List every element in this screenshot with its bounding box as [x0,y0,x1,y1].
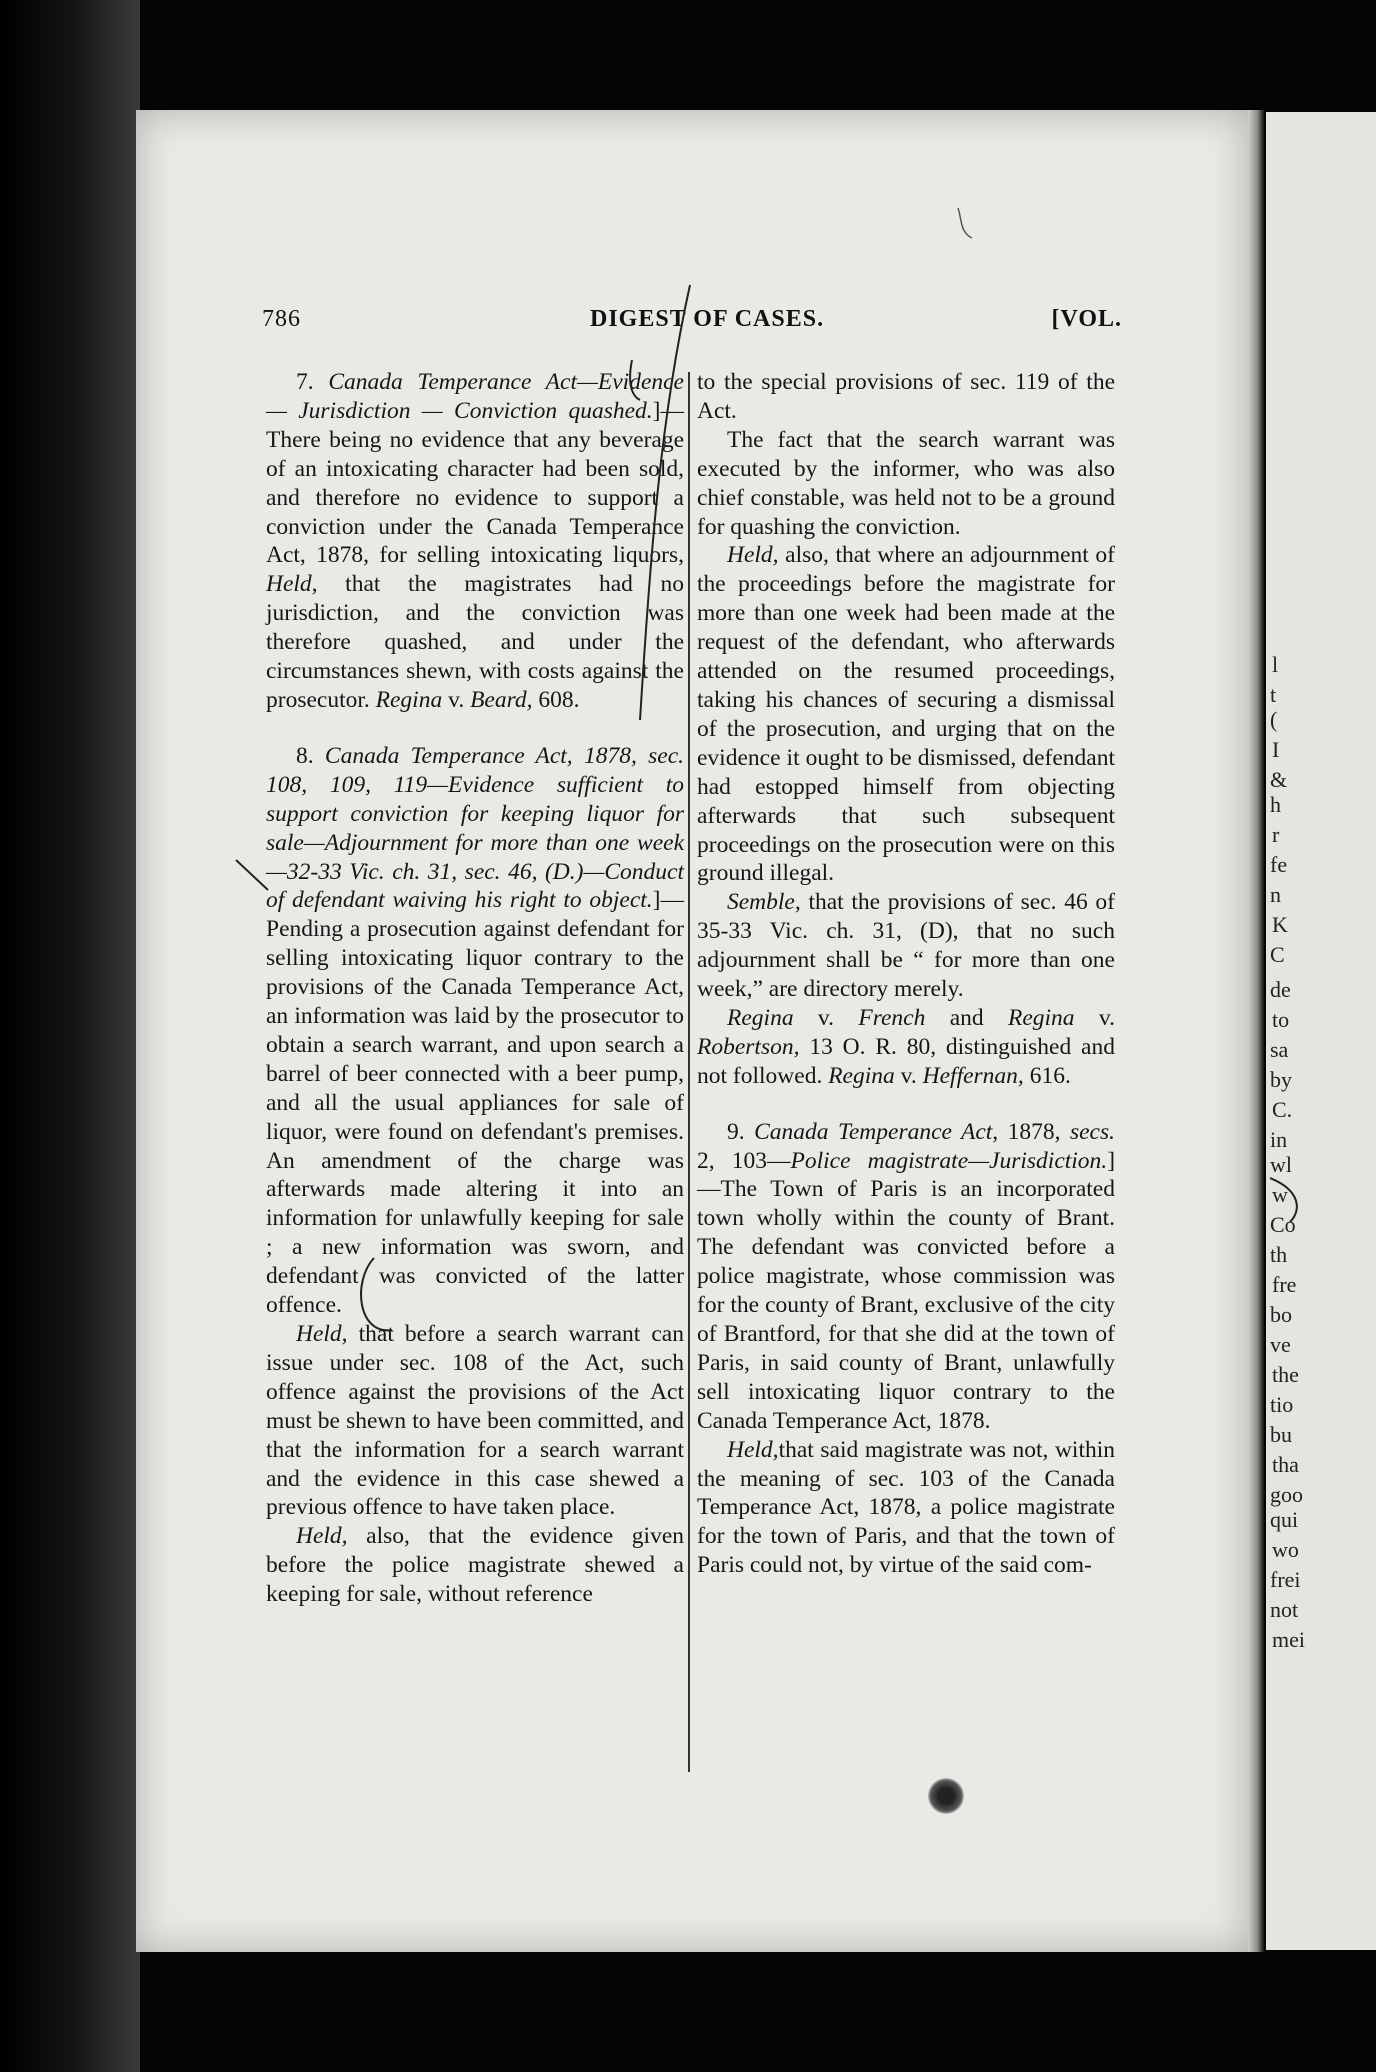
semble-paragraph: Semble, that the provisions of sec. 46 of 35-33 Vic. ch. 31, (D), that no such adjournment shall be “ for more than one week,” are directory merely. [697,889,1115,1003]
adjacent-page-fragment: not [1270,1597,1299,1622]
volume-label: [VOL. [1051,306,1122,332]
right-column [697,368,1115,1580]
adjacent-page-fragment: w [1272,1182,1288,1207]
adjacent-page-fragment: wl [1270,1152,1292,1177]
adjacent-page-fragment: sa [1270,1037,1289,1062]
adjacent-page-fragment: fre [1272,1272,1297,1297]
adjacent-page-fragment: th [1270,1242,1288,1267]
adjacent-page-fragment: r [1272,822,1280,847]
adjacent-page-fragment: wo [1272,1537,1299,1562]
adjacent-page-fragment: bo [1270,1302,1292,1327]
adjacent-page-fragment: & [1270,767,1288,792]
adjacent-page-fragment: l [1272,652,1279,677]
case-8-held-paragraph: Held, that before a search warrant can issue under sec. 108 of the Act, such offence against the provisions of the Act must be shewn to have been committed, and that the information for a search warrant and the evidence in this case shewed a previous offence to have taken place. [266,1321,684,1521]
case-8-continuation: to the special provisions of sec. 119 of the Act. [697,369,1115,424]
case-9-paragraph: 9. Canada Temperance Act, 1878, secs. 2, 103—Police magistrate—Jurisdiction.]—The Town of Paris is an incorporated town wholly within the county of Brant. The defendant was convicted before a police magistrate, whose commission was for the county of Brant, exclusive of the city of Brantford, for that she did at the town of Paris, in said county of Brant, unlawfully sell intoxicating liquor contrary to the Canada Temperance Act, 1878. [697,1118,1116,1434]
adjacent-page-fragment: to [1272,1007,1290,1032]
adjacent-page-fragment: qui [1270,1507,1299,1532]
adjacent-page-fragment: bu [1270,1422,1292,1447]
adjacent-page-fragment: K [1272,912,1288,937]
adjacent-page-fragment: the [1272,1362,1299,1387]
adjacent-page-fragment: ve [1270,1332,1291,1357]
adjacent-page-fragment: fe [1270,852,1288,877]
adjacent-page-fragment: h [1270,792,1281,817]
adjacent-page-fragment: t [1270,682,1277,707]
case-7-paragraph: 7. Canada Temperance Act—Evidence — Jurisdiction — Conviction quashed.]—There being no evidence that any beverage of an intoxicating character had been sold, and therefore no evidence to support a conviction under the Canada Temperance Act, 1878, for selling intoxicating liquors, Held, that the magistrates had no jurisdiction, and the conviction was therefore quashed, and under the circumstances shewn, with costs against the prosecutor. Regina v. Beard, 608. [266,369,684,713]
search-warrant-paragraph: The fact that the search warrant was executed by the informer, who was also chief constable, was held not to be a ground for quashing the conviction. [697,426,1115,540]
adjacent-page-fragment: C. [1272,1097,1293,1122]
adjacent-page-fragment: C [1270,942,1285,967]
adjournment-held-paragraph: Held, also, that where an adjournment of the proceedings before the magistrate for more than one week had been made at the request of the defendant, who afterwards attended on the resumed proceedings, taking his chances of securing a dismissal of the prosecution, and urging that on the evidence it ought to be dismissed, defendant had estopped himself from objecting afterwards that such subsequent proceedings on the prosecution were on this ground illegal. [697,542,1115,887]
adjacent-page-fragment: by [1270,1067,1292,1092]
case-8-held-also-paragraph: Held, also, that the evidence given before the police magistrate shewed a keeping for sale, without reference [266,1523,684,1608]
adjacent-page-fragment: goo [1270,1482,1303,1507]
adjacent-page-fragment: tha [1272,1452,1299,1477]
page-fold-edge [1248,110,1264,1952]
case-8-paragraph: 8. Canada Temperance Act, 1878, sec. 108, 109, 119—Evidence sufficient to support conviction for keeping liquor for sale—Adjournment for more than one week—32-33 Vic. ch. 31, sec. 46, (D.)—Conduct of defendant waiving his right to object.]—Pending a prosecution against defendant for selling intoxicating liquor contrary to the provisions of the Canada Temperance Act, an information was laid by the prosecutor to obtain a search warrant, and upon search a barrel of beer connected with a beer pump, and all the usual appliances for sale of liquor, were found on defendant's premises. An amendment of the charge was afterwards made altering it into an information for unlawfully keeping for sale ; a new information was sworn, and defendant was convicted of the latter offence. [266,742,685,1319]
adjacent-page [1266,112,1376,1950]
adjacent-page-fragment: n [1270,882,1281,907]
ink-blot [928,1778,964,1814]
left-column [266,368,684,1609]
book-spine-shadow [0,0,140,2072]
adjacent-page-fragment: I [1272,737,1280,762]
column-rule [688,372,690,1772]
running-title: DIGEST OF CASES. [590,306,825,332]
page-number: 786 [262,306,301,332]
adjacent-page-fragment: de [1270,977,1291,1002]
adjacent-page-fragment: tio [1270,1392,1294,1417]
case-9-held-paragraph: Held,that said magistrate was not, within the meaning of sec. 103 of the Canada Temperance Act, 1878, a police magistrate for the town of Paris, and that the town of Paris could not, by virtue of the said com- [697,1436,1115,1579]
adjacent-page-fragment: in [1270,1127,1288,1152]
adjacent-page-fragment: ( [1270,707,1278,732]
citation-paragraph: Regina v. French and Regina v. Robertson, 13 O. R. 80, distinguished and not followed. Regina v. Heffernan, 616. [697,1004,1115,1089]
adjacent-page-fragment: mei [1272,1627,1305,1652]
adjacent-page-fragment: frei [1270,1567,1301,1592]
adjacent-page-fragment: Co [1270,1212,1296,1237]
